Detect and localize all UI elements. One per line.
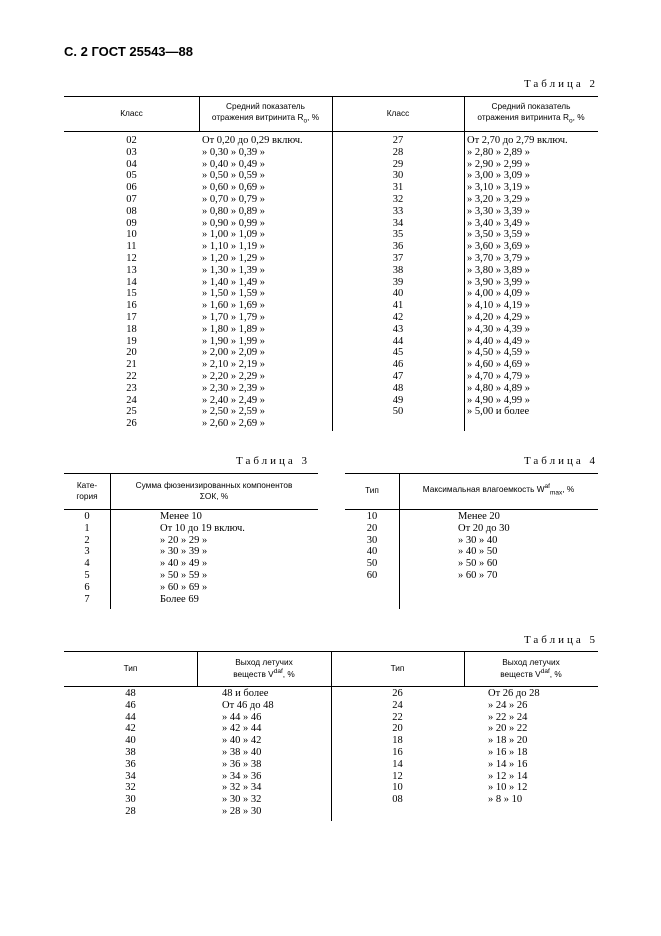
table-4-caption: Таблица 4: [523, 455, 598, 467]
table-cell: » 44 » 46: [222, 711, 262, 723]
table-cell: 44: [392, 335, 404, 347]
table-cell: » 0,70 » 0,79 »: [202, 193, 265, 205]
table-cell: 31: [392, 182, 404, 194]
table-cell: » 8 » 10: [488, 794, 523, 806]
table-cell: 35: [392, 229, 404, 241]
table-cell: От 0,20 до 0,29 включ.: [202, 135, 303, 146]
table-cell: » 1,40 » 1,49 »: [202, 276, 265, 288]
table-cell: 32: [392, 193, 404, 205]
table-cell: » 36 » 38: [222, 758, 262, 770]
table-2-right-classes: [332, 135, 464, 418]
table-5-header-type: Тип: [123, 662, 138, 673]
table-2-header-class: Класс: [120, 107, 143, 118]
table-cell: 60: [366, 569, 378, 581]
table-cell: » 3,90 » 3,99 »: [467, 276, 530, 288]
table-cell: 5: [84, 569, 90, 581]
table-cell: » 4,50 » 4,59 »: [467, 347, 530, 359]
table-2-header-value: Средний показатель отражения витринита $R_о$, %: [477, 100, 585, 125]
table-cell: » 2,30 » 2,39 »: [202, 382, 265, 394]
table-5-header-type: Тип: [390, 662, 405, 673]
page-header: С. 2 ГОСТ 25543—88: [64, 44, 193, 59]
table-cell: 1: [84, 522, 90, 534]
table-cell: 22: [126, 370, 137, 382]
table-cell: » 0,60 » 0,69 »: [202, 182, 265, 194]
table-cell: » 1,20 » 1,29 »: [202, 252, 265, 264]
table-cell: » 0,50 » 0,59 »: [202, 170, 265, 182]
table-cell: 48 и более: [222, 688, 269, 699]
table-cell: » 4,90 » 4,99 »: [467, 394, 530, 406]
table-cell: 48: [392, 382, 404, 394]
table-cell: » 50 » 60: [458, 558, 498, 570]
table-cell: 18: [392, 735, 403, 747]
table-cell: 27: [392, 135, 404, 146]
table-cell: 40: [392, 288, 404, 300]
table-cell: 2: [84, 534, 90, 546]
table-cell: 48: [125, 688, 136, 699]
table-cell: » 5,00 и более: [467, 406, 530, 418]
table-cell: 10: [126, 229, 137, 241]
table-cell: » 40 » 42: [222, 735, 262, 747]
table-cell: » 28 » 30: [222, 805, 262, 817]
table-cell: » 1,50 » 1,59 »: [202, 288, 265, 300]
table-cell: 38: [392, 264, 404, 276]
table-cell: » 30 » 40: [458, 534, 498, 546]
table-4-header-rule: [345, 509, 598, 510]
table-cell: 45: [392, 347, 404, 359]
table-3-values: [160, 511, 316, 605]
table-cell: 12: [126, 252, 137, 264]
table-cell: 20: [126, 347, 137, 359]
table-cell: 05: [126, 170, 137, 182]
table-cell: » 0,80 » 0,89 »: [202, 205, 265, 217]
table-cell: » 1,60 » 1,69 »: [202, 300, 265, 312]
table-cell: Менее 20: [458, 511, 500, 522]
table-cell: 03: [126, 146, 137, 158]
table-4-types: [345, 511, 399, 582]
table-2-header-class: Класс: [386, 107, 410, 118]
table-cell: » 20 » 29 »: [160, 534, 208, 546]
table-cell: 17: [126, 311, 137, 323]
table-3-header-rule: [64, 509, 318, 510]
table-cell: 32: [125, 782, 136, 794]
table-cell: 15: [126, 288, 137, 300]
table-cell: 21: [126, 359, 137, 371]
table-cell: » 22 » 24: [488, 711, 528, 723]
table-cell: 22: [392, 711, 403, 723]
table-cell: » 30 » 32: [222, 794, 262, 806]
table-cell: 20: [392, 723, 403, 735]
table-cell: » 3,50 » 3,59 »: [467, 229, 530, 241]
table-2-header-value: Средний показатель отражения витринита $R_о$, %: [211, 100, 320, 125]
table-cell: 02: [126, 135, 137, 146]
table-cell: » 3,60 » 3,69 »: [467, 241, 530, 253]
table-cell: » 3,20 » 3,29 »: [467, 193, 530, 205]
table-cell: » 20 » 22: [488, 723, 528, 735]
table-cell: » 1,10 » 1,19 »: [202, 241, 265, 253]
table-3-categories: [64, 511, 110, 605]
table-cell: 24: [392, 699, 403, 711]
table-cell: » 1,80 » 1,89 »: [202, 323, 265, 335]
table-cell: » 50 » 59 »: [160, 569, 208, 581]
table-cell: » 2,10 » 2,19 »: [202, 359, 265, 371]
table-cell: » 18 » 20: [488, 735, 528, 747]
table-cell: 46: [392, 359, 404, 371]
table-cell: 10: [392, 782, 403, 794]
table-cell: 40: [366, 546, 378, 558]
table-cell: 14: [126, 276, 137, 288]
table-cell: » 2,00 » 2,09 »: [202, 347, 265, 359]
table-cell: 26: [392, 688, 403, 699]
table-cell: » 0,30 » 0,39 »: [202, 146, 265, 158]
table-cell: 7: [84, 593, 90, 605]
table-3-header-category: Кате- гория: [76, 479, 98, 501]
table-cell: От 2,70 до 2,79 включ.: [467, 135, 568, 146]
table-cell: 19: [126, 335, 137, 347]
table-cell: 4: [84, 558, 90, 570]
table-4-header-type: Тип: [365, 485, 379, 496]
table-2-caption: Таблица 2: [523, 78, 598, 90]
table-cell: » 16 » 18: [488, 746, 528, 758]
table-2-right-values: [467, 135, 597, 418]
table-5-left-values: [222, 688, 328, 818]
table-cell: » 1,30 » 1,39 »: [202, 264, 265, 276]
table-cell: 33: [392, 205, 404, 217]
table-5-header-volatile: Выход летучих веществ $V^{daf}$, %: [233, 656, 295, 679]
table-cell: 42: [125, 723, 136, 735]
table-cell: 23: [126, 382, 137, 394]
table-3-header-sum: Сумма фюзенизированных компонентов ΣОК, %: [135, 479, 293, 501]
table-cell: 08: [392, 794, 403, 806]
table-cell: 20: [366, 522, 378, 534]
table-3-caption: Таблица 3: [236, 455, 311, 467]
table-cell: » 12 » 14: [488, 770, 528, 782]
table-2-left-values: [202, 135, 330, 430]
table-2-divider: [464, 96, 465, 431]
table-cell: 50: [366, 558, 378, 570]
table-cell: » 4,00 » 4,09 »: [467, 288, 530, 300]
table-cell: 46: [125, 699, 136, 711]
table-cell: » 4,40 » 4,49 »: [467, 335, 530, 347]
table-cell: » 4,10 » 4,19 »: [467, 300, 530, 312]
table-cell: » 2,80 » 2,89 »: [467, 146, 530, 158]
table-cell: 30: [366, 534, 378, 546]
table-cell: От 10 до 19 включ.: [160, 522, 245, 534]
table-cell: » 40 » 49 »: [160, 558, 208, 570]
table-cell: 12: [392, 770, 403, 782]
table-cell: 24: [126, 394, 137, 406]
table-cell: » 40 » 50: [458, 546, 498, 558]
table-cell: » 10 » 12: [488, 782, 528, 794]
table-cell: » 1,90 » 1,99 »: [202, 335, 265, 347]
table-cell: » 4,70 » 4,79 »: [467, 370, 530, 382]
table-cell: » 3,10 » 3,19 »: [467, 182, 530, 194]
table-5-header-volatile: Выход летучих веществ $V^{daf}$, %: [500, 656, 562, 679]
table-cell: » 4,30 » 4,39 »: [467, 323, 530, 335]
table-cell: 06: [126, 182, 137, 194]
table-cell: » 3,30 » 3,39 »: [467, 205, 530, 217]
table-cell: Менее 10: [160, 511, 202, 522]
table-cell: » 2,40 » 2,49 »: [202, 394, 265, 406]
table-cell: 41: [392, 300, 404, 312]
table-cell: » 14 » 16: [488, 758, 528, 770]
table-cell: » 1,70 » 1,79 »: [202, 311, 265, 323]
table-cell: » 30 » 39 »: [160, 546, 208, 558]
table-cell: » 1,00 » 1,09 »: [202, 229, 265, 241]
table-cell: 16: [126, 300, 137, 312]
table-cell: 43: [392, 323, 404, 335]
table-cell: 28: [125, 805, 136, 817]
table-cell: 29: [392, 158, 404, 170]
table-cell: » 2,90 » 2,99 »: [467, 158, 530, 170]
table-cell: 34: [392, 217, 404, 229]
table-cell: » 3,70 » 3,79 »: [467, 252, 530, 264]
table-cell: 14: [392, 758, 403, 770]
table-cell: 13: [126, 264, 137, 276]
table-cell: » 24 » 26: [488, 699, 528, 711]
table-cell: » 2,60 » 2,69 »: [202, 418, 265, 430]
table-cell: 44: [125, 711, 136, 723]
table-cell: » 2,20 » 2,29 »: [202, 370, 265, 382]
table-cell: 6: [84, 581, 90, 593]
table-cell: 11: [126, 241, 137, 253]
table-cell: » 4,80 » 4,89 »: [467, 382, 530, 394]
table-cell: От 46 до 48: [222, 699, 274, 711]
table-cell: 08: [126, 205, 137, 217]
table-cell: 16: [392, 746, 403, 758]
table-5-right-values: [488, 688, 596, 806]
table-cell: » 0,40 » 0,49 »: [202, 158, 265, 170]
table-5-caption: Таблица 5: [523, 634, 598, 646]
table-cell: 38: [125, 746, 136, 758]
table-cell: 34: [125, 770, 136, 782]
table-cell: » 32 » 34: [222, 782, 262, 794]
table-cell: 26: [126, 418, 137, 430]
table-cell: 47: [392, 370, 404, 382]
table-cell: От 20 до 30: [458, 522, 510, 534]
table-cell: 04: [126, 158, 137, 170]
table-cell: 07: [126, 193, 137, 205]
table-cell: 10: [366, 511, 378, 522]
table-cell: » 60 » 69 »: [160, 581, 208, 593]
table-cell: » 42 » 44: [222, 723, 262, 735]
table-cell: 36: [392, 241, 404, 253]
table-cell: » 3,00 » 3,09 »: [467, 170, 530, 182]
table-cell: » 4,20 » 4,29 »: [467, 311, 530, 323]
table-cell: 3: [84, 546, 90, 558]
table-cell: » 34 » 36: [222, 770, 262, 782]
table-cell: » 3,40 » 3,49 »: [467, 217, 530, 229]
table-5-left-types: [64, 688, 197, 818]
table-4-header-moisture: Максимальная влагоемкость $W^{af}_{max}$, %: [422, 483, 575, 497]
table-5-right-types: [331, 688, 464, 806]
table-cell: 25: [126, 406, 137, 418]
table-cell: 28: [392, 146, 404, 158]
table-cell: 49: [392, 394, 404, 406]
table-cell: » 0,90 » 0,99 »: [202, 217, 265, 229]
table-cell: 36: [125, 758, 136, 770]
table-cell: 30: [125, 794, 136, 806]
table-cell: 30: [392, 170, 404, 182]
table-cell: 0: [84, 511, 90, 522]
table-cell: Более 69: [160, 593, 199, 605]
table-cell: 09: [126, 217, 137, 229]
table-2-header-rule: [64, 131, 598, 132]
table-cell: 50: [392, 406, 404, 418]
table-cell: » 4,60 » 4,69 »: [467, 359, 530, 371]
table-cell: 37: [392, 252, 404, 264]
table-cell: 42: [392, 311, 404, 323]
table-cell: 18: [126, 323, 137, 335]
table-cell: » 3,80 » 3,89 »: [467, 264, 530, 276]
table-cell: » 2,50 » 2,59 »: [202, 406, 265, 418]
table-cell: 39: [392, 276, 404, 288]
table-cell: 40: [125, 735, 136, 747]
table-cell: » 60 » 70: [458, 569, 498, 581]
table-cell: От 26 до 28: [488, 688, 540, 699]
table-2-left-classes: [64, 135, 199, 430]
table-cell: » 38 » 40: [222, 746, 262, 758]
table-4-values: [458, 511, 596, 582]
